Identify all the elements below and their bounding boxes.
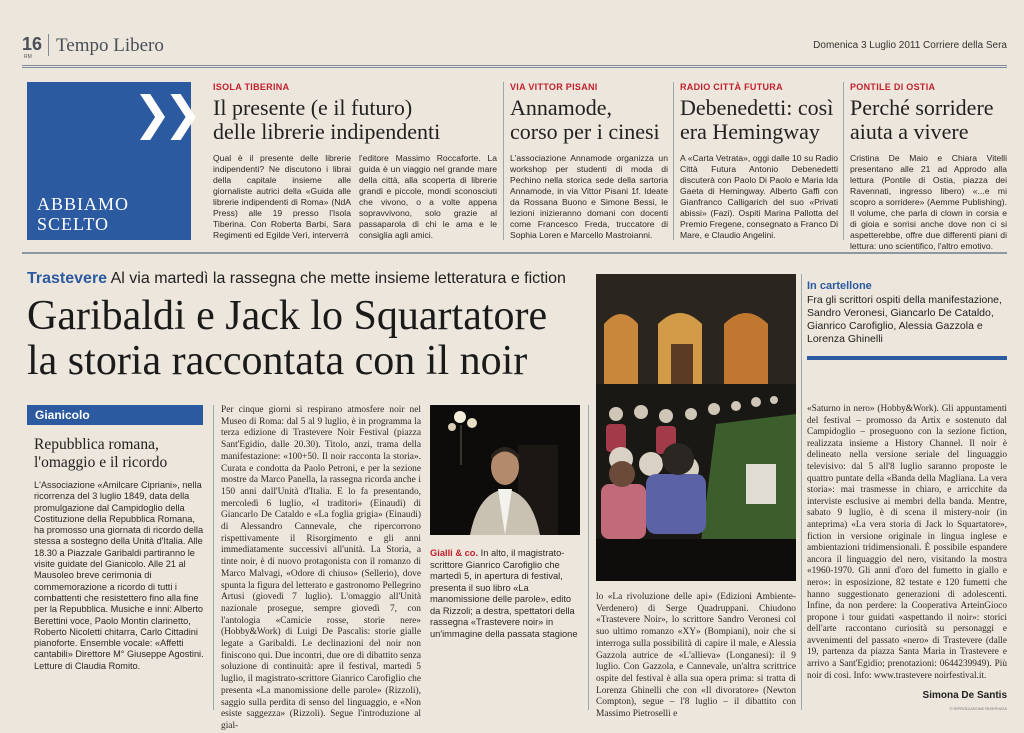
- cartellone-box: [807, 280, 1007, 346]
- main-article-col-3: «Saturno in nero» (Hobby&Work). Gli appuntamenti del festival – promosso da Artix e sostenuto dal Campidoglio – proseguono con la sezione fiction, realizzata insieme a History Channel. Il noir è delineato nella versione seriale del linguaggio televisivo: dal 5 all'8 luglio saranno proposte le quattro puntate della «Banda della Magliana. La vera storia»: mai trasmesse in chiaro, e arricchite da interviste esclusive ai membri della banda. Mentre, sabato 9 luglio, è di scena il mistery-noir (in anteprima) «La vera storia di Jack lo Squartatore», fiction in versione originale in lingua inglese e ambientazioni tridimensionali. È possibile espandere ancora il linguaggio del nero, visitando la mostra «1960-1970. Gli anni d'oro del fumetto in giallo e nero»: in esposizione, 82 testate e 120 fumetti che hanno suggestionato generazioni di adolescenti. Infine, da non perdere: la Cooperativa ArteinGioco propone i tour guidati «aspettando il noir»: storici dell'arte raccontano curiosità su personaggi e avvenimenti del passato «nero» di Trastevere (dalle 19, partenza da piazza Santa Maria in Trastevere e arrivo a Sant'Egidio; prenotazioni: 0644239949). Più noir di così. Info: www.trastevere noirfestival.it.: [807, 404, 1007, 681]
- page-header: [22, 28, 1007, 68]
- brief-title-line-2: era Hemingway: [680, 119, 820, 144]
- main-headline-line-2: la storia raccontata con il noir: [27, 338, 528, 384]
- audience-photo: [596, 274, 796, 581]
- brief-kicker: VIA VITTOR PISANI: [510, 82, 598, 92]
- page-number: 16: [22, 34, 43, 54]
- brief-kicker: PONTILE DI OSTIA: [850, 82, 936, 92]
- brief-title: [213, 96, 497, 144]
- brief-vittor-pisani: [510, 82, 668, 241]
- brief-radio-citta-futura: [680, 82, 838, 241]
- author-byline: Simona De Santis: [922, 690, 1007, 701]
- header-divider: [48, 34, 49, 56]
- label-line-1: ABBIAMO: [37, 194, 130, 214]
- double-chevron-icon: ❯❯: [133, 86, 195, 140]
- cartellone-text: Fra gli scrittori ospiti della manifestazione, Sandro Veronesi, Giancarlo De Cataldo, Gianrico Carofiglio, Alessia Gazzola e Lorenza Ghinelli: [807, 294, 1002, 345]
- caption-text: In alto, il magistrato-scrittore Gianrico Carofiglio che martedì 5, in apertura di festival, presenta il suo libro «La manomissione delle parole», edito da Rizzoli; a destra, spettatori della rassegna «Trastevere noir» in un'immagine della passata stagione: [430, 548, 578, 639]
- photo-caption: [430, 548, 580, 640]
- main-kicker-place: Trastevere: [27, 270, 108, 287]
- brief-title: [850, 96, 1007, 144]
- gianicolo-text: L'Associazione «Amilcare Cipriani», nella ricorrenza del 3 luglio 1849, data della promulgazione dal Campidoglio della Costituzione della Repubblica Romana, ha promosso una giornata di ricordo della stessa a sostegno della Unità d'Italia. Alle 18.30 a Piazzale Garibaldi partiranno le visite guidate del Gianicolo. Alle 21 al Mausoleo breve cerimonia di commemorazione a ricordo di tutti i combattenti che resistettero fino alla fine per la Repubblica. Musiche e inni: Alberto Berettini voce, Paolo Montin clarinetto, Roberto Nicoletti chitarra, Carlo Cittadini pianoforte. Ensemble vocale: «Affetti cantabili» Direttore M° Giuseppe Agostini. Letture di Claudia Romito.: [34, 480, 204, 671]
- label-line-2: SCELTO: [37, 214, 110, 234]
- brief-title-line-2: corso per i cinesi: [510, 119, 660, 144]
- column-divider: [503, 82, 504, 240]
- issue-date: Domenica 3 Luglio 2011 Corriere della Sera: [813, 40, 1007, 51]
- copyright-mark: © RIPRODUZIONE RISERVATA: [949, 706, 1007, 711]
- column-divider: [801, 274, 802, 710]
- main-article-col-2: lo «La rivoluzione delle api» (Edizioni Ambiente-Verdenero) di Serge Quadruppani. Chiudono «Trastevere Noir», lo scrittore Sandro Veronesi col suo ultimo romanzo «XY» (Bompiani), noir che si interroga sulla possibilità di capire il male, e Alessia Gazzola autrice de «L'allieva» (Longanesi): il 9 luglio. Con Gazzola, e Cannevale, un'altra scrittrice ospite del festival è alla sua opera prima: si tratta di Lorenza Ghinelli che con «Il divoratore» (Newton Compton), segue – l'8 luglio – il dibattito con Massimo Pietroselli e: [596, 592, 796, 720]
- brief-pontile-ostia: [850, 82, 1007, 252]
- brief-text-col-2: l'editore Massimo Roccaforte. La guida è un viaggio nel grande mare della città, alla scoperta di librerie grandi e piccole, mondi sconosciuti che vivono, o a volte appena sopravvivono, solo grazie al passaparola di chi le ama e le consiglia agli amici.: [359, 153, 497, 240]
- brief-title: [680, 96, 838, 144]
- section-rule: [22, 252, 1007, 254]
- brief-title-line-1: Annamode,: [510, 95, 613, 120]
- portrait-illustration: [430, 405, 580, 535]
- brief-title-line-2: delle librerie indipendenti: [213, 119, 441, 144]
- column-divider: [588, 405, 589, 710]
- cartellone-label: In cartellone: [807, 280, 872, 292]
- section-title: Tempo Libero: [56, 35, 164, 56]
- brief-title-line-2: aiuta a vivere: [850, 119, 969, 144]
- brief-title-line-1: Perché sorridere: [850, 95, 994, 120]
- abbiamo-scelto-label: [37, 194, 129, 234]
- column-divider: [843, 82, 844, 240]
- brief-title: [510, 96, 668, 144]
- abbiamo-scelto-box: [27, 82, 195, 240]
- brief-isola-tiberina: [213, 82, 497, 241]
- carofiglio-photo: [430, 405, 580, 535]
- brief-text-col-1: Qual è il presente delle librerie indipendenti? Ne discutono i librai della capitale insieme alle giornaliste autrici della «Guida alle librerie indipendenti di Roma» (NdA Press) alle 19 presso l'Isola Tiberina. Con Roberta Barbi, Sara Regimenti ed Egilde Verì, interverrà: [213, 153, 351, 240]
- caption-kicker: Gialli & co.: [430, 548, 479, 558]
- gianicolo-article: [34, 436, 204, 672]
- brief-title-line-1: Il presente (e il futuro): [213, 95, 413, 120]
- brief-text: Cristina De Maio e Chiara Vitelli presentano alle 21 ad Approdo alla lettura (Pontile di Ostia, piazza dei Ravennati, ingresso libero) «...e mi scopro a sorridere» (Aemme Publishing). Il volume, che parla di clown in corsia e di gioia e sorrisi anche dove non ci si aspetterebbe, offre due differenti piani di lettura: uno scientifico, l'altro emotivo.: [850, 153, 1007, 251]
- main-kicker: [27, 270, 566, 288]
- brief-text: L'associazione Annamode organizza un workshop per studenti di moda di Pechino nella storica sede della sartoria Annamode, in via Vittor Pisani 1f. Ideate da Rossana Buono e Simone Bessi, le lezioni inizieranno domani con docenti come Francesco Freda, truccatore di Sophia Loren e Marcello Mastroianni.: [510, 153, 668, 240]
- main-article-col-1: Per cinque giorni si respirano atmosfere noir nel Museo di Roma: dal 5 al 9 luglio, è in programma la terza edizione di Trastevere Noir Festival (piazza Sant'Egidio, dalle 20.30). Titolo, anzi, trama della manifestazione: «100+50. Il noir racconta la storia». Curata e condotta da Paolo Petroni, e per la sezione mostre da Marco Panella, la rassegna ricorda anche i 150 anni dall'Unità d'Italia. E lo fa presentando, mercoledì 6 luglio, «I traditori» (Einaudi) di Giancarlo De Cataldo e «La foglia grigia» (Einaudi) di Alessandro Cannevale, che ripercorrono rispettivamente il Risorgimento e gli anni immediatamente successivi all'unità. La Storia, a tinte noir, è di nuovo protagonista con il romanzo di Marco Malvagi, «Odore di chiuso» (Sellerio), dove spunta la figura del letterato e gastronomo Pellegrino Artusi (giovedì 7 luglio). L'omaggio all'Unità nazionale prosegue, sempre giovedì 7, con l'antologia «Camicie rosse, storie nere» (Hobby&Work) di Luigi De Pascalis: storie gialle legate a Garibaldi. Le declinazioni del noir non finiscono qui. Due incontri, due ore di dibattito senza soluzione di continuità: apre il festival, martedì 5 luglio, il magistrato-scrittore Gianrico Carofiglio che presenta «La manomissione delle parole» (Rizzoli), saggio sulla perdita di senso del linguaggio, e «Non esiste saggezza» (Rizzoli). Segue l'introduzione al gial-: [221, 405, 421, 731]
- page-sub: RM: [24, 54, 32, 60]
- brief-kicker: ISOLA TIBERINA: [213, 82, 290, 92]
- gianicolo-title-line-1: Repubblica romana,: [34, 436, 159, 453]
- gianicolo-bar: Gianicolo: [27, 405, 203, 425]
- brief-title-line-1: Debenedetti: così: [680, 95, 834, 120]
- main-headline: [27, 294, 587, 384]
- main-headline-line-1: Garibaldi e Jack lo Squartatore: [27, 293, 548, 339]
- audience-illustration: [596, 274, 796, 581]
- main-kicker-text: Al via martedì la rassegna che mette insieme letteratura e fiction: [110, 270, 566, 287]
- gianicolo-title-line-2: l'omaggio e il ricordo: [34, 454, 168, 471]
- brief-text: A «Carta Vetrata», oggi dalle 10 su Radio Città Futura Antonio Debenedetti discuterà con Paolo Di Paolo e Maria Ida Gaeta di Hemingway. Alberto Gaffi con Gianfranco Calligarich del suo «Privati abissi» (Fazi). Ospiti Marina Pallotta del Premio Fregene, consegnato a Franco Di Mare, e Claudio Angelini.: [680, 153, 838, 240]
- column-divider: [213, 405, 214, 710]
- column-divider: [673, 82, 674, 240]
- brief-kicker: RADIO CITTÀ FUTURA: [680, 82, 783, 92]
- gianicolo-title: [34, 436, 204, 472]
- cartellone-rule: [807, 356, 1007, 360]
